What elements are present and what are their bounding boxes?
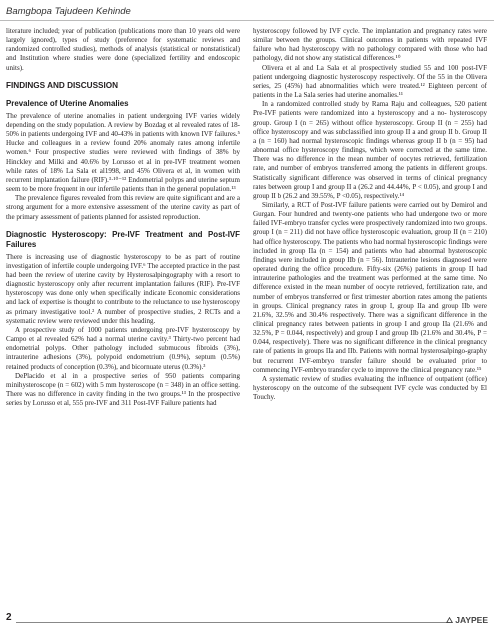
section-heading-findings: FINDINGS AND DISCUSSION: [6, 80, 119, 90]
right-column: [253, 27, 487, 402]
paragraph: Olivera et al and La Sala et al prospectively studied 55 and 100 post-IVF patient undergoing diagnostic hysteroscopy respectively. Of the 55 in the Olivera series, 25 (45%) had abnormalities which were treated.¹² Eighteen percent of patients in the La Sala series had uterine anomalies.¹¹: [253, 63, 487, 100]
running-head: Bamgbopa Tajudeen Kehinde: [6, 6, 131, 17]
publisher-logo-icon: [446, 617, 453, 624]
subheading-diagnostic: Diagnostic Hysteroscopy: Pre-IVF Treatment and Post-IVF Failures: [6, 229, 240, 249]
paragraph: In a randomized controlled study by Rama Raju and colleagues, 520 patient Pre-IVF patients were randomized into a hysteroscopy and a no- hysteroscopy group. Group I (n = 265) without office hysteroscopy. Group II (n = 255) had office hysteroscopy and was subclassified into group II a and group II b. Group II a (n = 160) had normal hysteroscopic findings whereas group II b (n = 95) had abnormal office hysteroscopy findings, which were corrected at the same time. There was no difference in the mean number of oocytes retrieved, fertilization rate, and number of embryos transferred among the patients in different groups. Statistically significant difference was observed in terms of clinical pregnancy rates between group I and group II a (26.2 and 44.44%, P < 0.05), and group I and group II b (26.2 and 39.55%, P <0.05), respectively.¹⁴: [253, 100, 487, 200]
paragraph: literature included; year of publication (publications more than 10 years old were largely ignored), types of study (preference for systematic reviews and randomized controlled studies), methods of analysis (statistical or nonstatistical) and Institution where studies were done (specialized fertility and endoscopic units).: [6, 27, 240, 72]
paragraph: The prevalence of uterine anomalies in patient undergoing IVF varies widely depending on the study population. A review by Bozdag et al revealed rates of 18-50% in patients undergoing IVF and 40-43% in patients with known IVF failures.⁵ Hucke and colleagues in a review found 20% anomaly rates among infertile women.⁶ Four prospective studies were reviewed with findings of 38% by Hinckley and Milki and 40.6% by Lorusso et al in pre-IVF treatment women while rates of 18% La Sala et al1998, and 45% Olivera et al, in women with recurrent implantation failure (RIF).³·¹⁰⁻¹² Endometrial polyps and uterine septum seem to be more frequent in our infertile patients than in the general population.¹³: [6, 111, 240, 194]
paragraph: There is increasing use of diagnostic hysteroscopy to be as part of routine investigation of infertile couple undergoing IVF.⁶ The accepted practice in the past had been the review of uterine cavity by Hysterosalpingography with a resort to diagnostic hysteroscopy only after recurrent implantation failures (RIF). Pre-IVF hysteroscopy was done only when specifically indicate Economic considerations and lack of expertise is thought to contribute to the reluctance to use hysteroscopy as primary investigative tool.² A number of prospective studies, 2 RCTs and a systematic review were reviewed under this heading.: [6, 252, 240, 325]
paragraph: A prospective study of 1000 patients undergoing pre-IVF hysteroscopy by Campo et al revealed 62% had a normal uterine cavity.³ Thirty-two percent had endometrial polyps. Other pathology included submucous fibroids (3%), intrauterine adhesions (3%), polypoid endometrium (0.9%), septum (0.5%) retained products of conception (0.3%), and bicornuate uterus (0.3%).³: [6, 325, 240, 371]
paragraph: Similarly, a RCT of Post-IVF failure patients were carried out by Demirol and Gurgan. Four hundred and twenty-one patients who had undergone two or more failed IVF-embryo transfer cycles were prospectively randomized into two groups. group I (n = 211) did not have office hysteroscopic evaluation, group II (n = 210) had office hysteroscopy. The patients who had normal hysteroscopic findings were included in group IIa (n = 154) and patients who had abnormal hysteroscopic findings were included in group IIb (n = 56). Intrauterine lesions diagnosed were operated during the office procedure. Fifty-six (26%) patients in group II had intrauterine pathologies and the treatment was performed at the same time. No difference existed in the mean number of oocyte retrieved, fertilization rate, and number of embryos transferred or first trimester abortion rates among the patients in groups. Clinical pregnancy rates in group I, group IIa and group IIb were 21.6%, 32.5% and 30.4% respectively. There was a significant difference in the clinical pregnancy rates between patients in group I and group IIa (21.6% and 32.5%, P = 0.044, respectively) and group I and group IIb (21.6% and 30.4%, P = 0.044, respectively). There was no significant difference in the clinical pregnancy rate of patients in groups IIa and IIb. Patients with normal hysterosalpingo-graphy but recurrent IVF-embryo transfer failure should be evaluated prior to commencing IVF-embryo transfer cycle to improve the clinical pregnancy rate.¹⁵: [253, 200, 487, 374]
paragraph: hysteroscopy followed by IVF cycle. The implantation and pregnancy rates were similar between the groups. Clinical outcomes in patients with repeated IVF failure who had hysteroscopy with no pathology compared with those who had pathology, did not show any statistical differences.¹⁰: [253, 27, 487, 63]
subheading-prevalence: Prevalence of Uterine Anomalies: [6, 98, 129, 108]
left-column: [6, 27, 240, 408]
publisher-logo: [446, 615, 488, 625]
paragraph: DePlacido et al in a prospective series of 950 patients comparing minihysteroscope (n = 602) with 5 mm hysteroscope (n = 348) in an office setting. There was no difference in cavity finding in the two groups.¹³ In the prospective series by Lorusso et al, 555 pre-IVF and 311 Post-IVF Failure patients had: [6, 371, 240, 408]
header-rule: [0, 20, 494, 21]
footer-rule: [16, 622, 450, 623]
paragraph: The prevalence figures revealed from this review are quite significant and are a strong argument for a more extensive assessment of the uterine cavity as part of the primary assessment of patients planned for assisted reproduction.: [6, 194, 240, 221]
page-number: 2: [6, 612, 12, 623]
paragraph: A systematic review of studies evaluating the influence of outpatient (office) hysteroscopy on the outcome of the subsequent IVF cycle was conducted by El Touchy.: [253, 374, 487, 402]
publisher-name: JAYPEE: [455, 615, 488, 625]
